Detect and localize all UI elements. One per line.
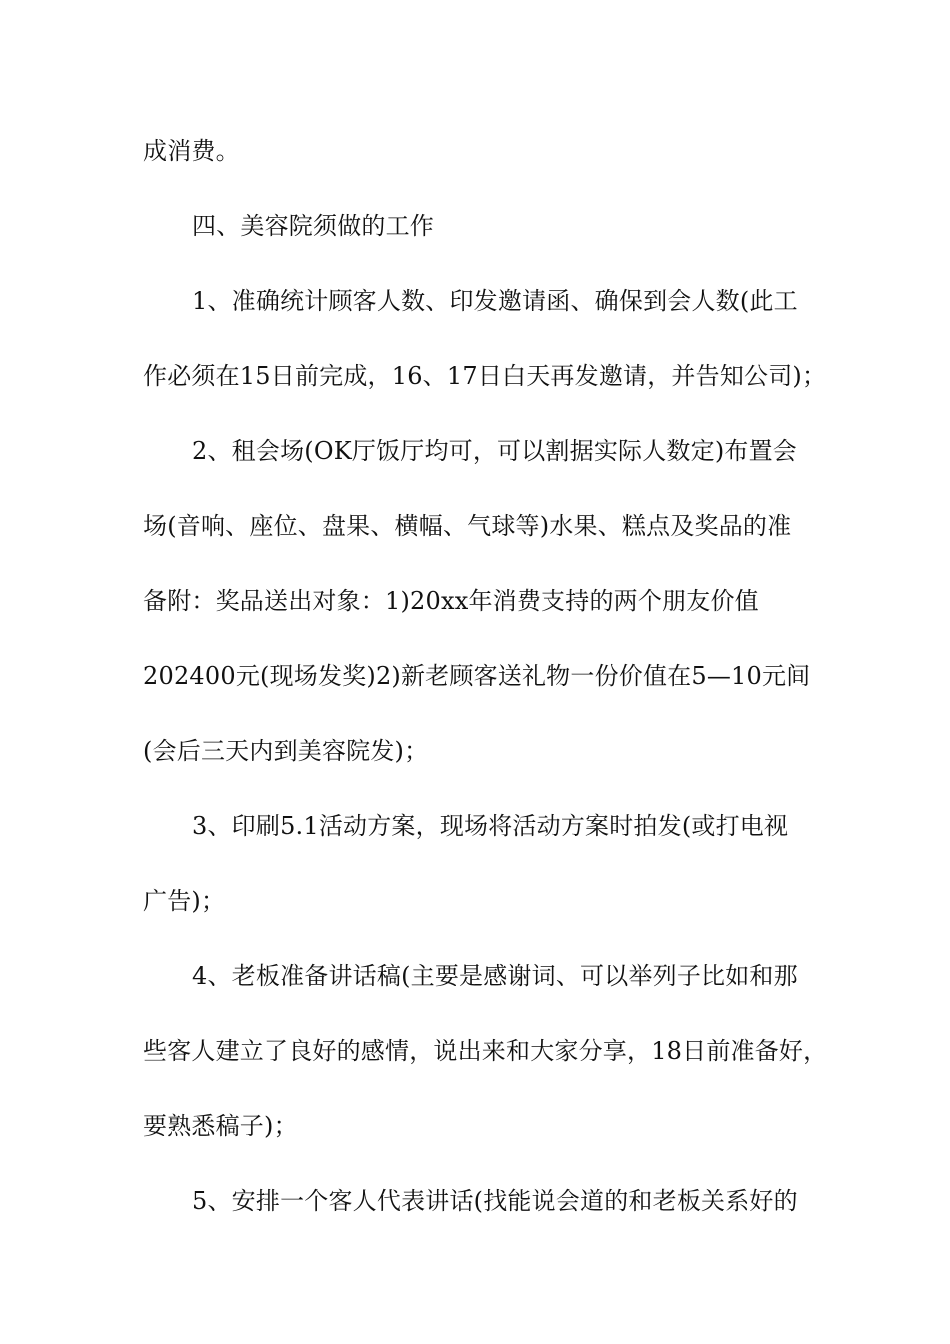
section-heading: 四、美容院须做的工作: [192, 212, 434, 240]
text-line: 4、老板准备讲话稿(主要是感谢词、可以举列子比如和那: [192, 962, 798, 990]
text-line: 备附：奖品送出对象：1)20xx年消费支持的两个朋友价值: [143, 587, 759, 615]
text-line: 1、准确统计顾客人数、印发邀请函、确保到会人数(此工: [192, 287, 798, 315]
text-line: (会后三天内到美容院发)；: [143, 737, 429, 765]
text-line: 场(音响、座位、盘果、横幅、气球等)水果、糕点及奖品的准: [143, 512, 792, 540]
text-line: 广告)；: [143, 887, 226, 915]
text-line: 3、印刷5.1活动方案，现场将活动方案时拍发(或打电视: [192, 812, 789, 840]
text-line: 5、安排一个客人代表讲话(找能说会道的和老板关系好的: [192, 1187, 798, 1215]
text-line: 作必须在15日前完成，16、17日白天再发邀请，并告知公司)；: [143, 362, 827, 390]
text-line: 些客人建立了良好的感情，说出来和大家分享，18日前准备好，: [143, 1037, 828, 1065]
text-line: 成消费。: [143, 137, 240, 165]
text-line: 202400元(现场发奖)2)新老顾客送礼物一份价值在5—10元间: [143, 662, 811, 690]
text-line: 2、租会场(OK厅饭厅均可，可以割据实际人数定)布置会: [192, 437, 797, 465]
text-line: 要熟悉稿子)；: [143, 1112, 298, 1140]
